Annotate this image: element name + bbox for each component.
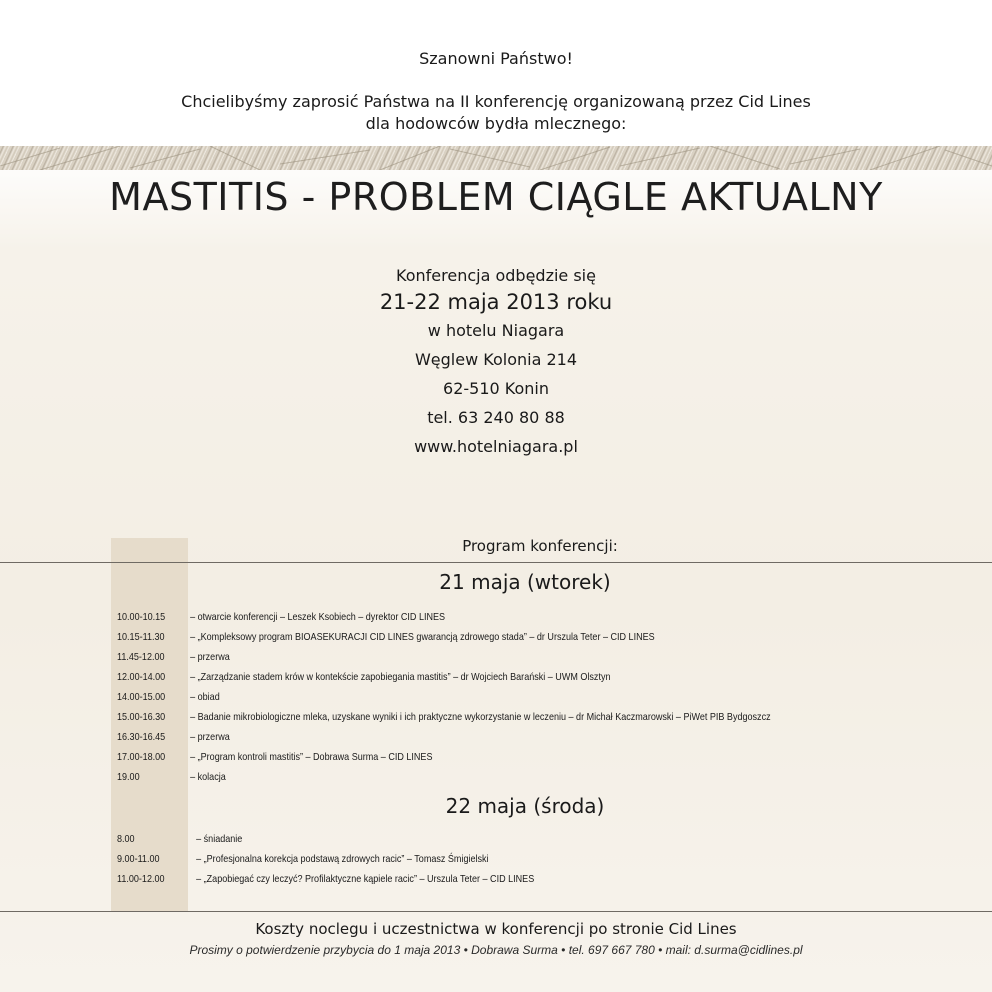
schedule-desc: – otwarcie konferencji – Leszek Ksobiech – dyrektor CID LINES	[190, 611, 446, 623]
schedule-time: 11.00-12.00	[117, 873, 165, 885]
schedule-time: 14.00-15.00	[117, 691, 166, 703]
schedule-desc: – „Profesjonalna korekcja podstawą zdrowych racic” – Tomasz Śmigielski	[196, 853, 489, 865]
schedule-desc: – śniadanie	[196, 833, 243, 845]
program-title: Program konferencji:	[462, 537, 618, 555]
venue-intro: Konferencja odbędzie się	[396, 266, 596, 285]
venue-street: Węglew Kolonia 214	[414, 350, 577, 369]
conference-date: 21-22 maja 2013 roku	[379, 290, 613, 314]
schedule-time: 10.15-11.30	[117, 631, 165, 643]
venue-website[interactable]: www.hotelniagara.pl	[414, 437, 578, 456]
venue-hotel: w hotelu Niagara	[427, 321, 565, 340]
schedule-desc: – Badanie mikrobiologiczne mleka, uzyskane wyniki i ich praktyczne wykorzystanie w leczeniu – dr Michał Kaczmarowski – PiWet PIB Bydgoszcz	[190, 711, 771, 723]
venue-city: 62-510 Konin	[443, 379, 549, 398]
schedule-time: 10.00-10.15	[117, 611, 166, 623]
invitation-line-1: Chcielibyśmy zaprosić Państwa na II konferencję organizowaną przez Cid Lines	[181, 92, 811, 111]
schedule-desc: – kolacja	[190, 771, 226, 783]
invitation-line-2: dla hodowców bydła mlecznego:	[365, 114, 627, 133]
cost-note: Koszty noclegu i uczestnictwa w konferencji po stronie Cid Lines	[255, 920, 737, 938]
schedule-time: 19.00	[117, 771, 140, 783]
day-1-heading: 21 maja (wtorek)	[439, 570, 611, 594]
schedule-time: 8.00	[117, 833, 135, 845]
schedule-desc: – obiad	[190, 691, 220, 703]
schedule-time: 16.30-16.45	[117, 731, 166, 743]
day-2-heading: 22 maja (środa)	[445, 794, 605, 818]
schedule-desc: – „Zapobiegać czy leczyć? Profilaktyczne kąpiele racic” – Urszula Teter – CID LINES	[196, 873, 535, 885]
greeting: Szanowni Państwo!	[419, 49, 573, 68]
schedule-desc: – „Program kontroli mastitis” – Dobrawa Surma – CID LINES	[190, 751, 433, 763]
schedule-desc: – przerwa	[190, 651, 230, 663]
schedule-time: 12.00-14.00	[117, 671, 166, 683]
straw-texture	[0, 146, 992, 170]
schedule-time: 9.00-11.00	[117, 853, 160, 865]
straw-banner	[0, 146, 992, 170]
divider	[0, 911, 992, 912]
schedule-time: 11.45-12.00	[117, 651, 165, 663]
schedule-desc: – „Kompleksowy program BIOASEKURACJI CID LINES gwarancją zdrowego stada” – dr Urszula Teter – CID LINES	[190, 631, 655, 643]
rsvp-note: Prosimy o potwierdzenie przybycia do 1 maja 2013 • Dobrawa Surma • tel. 697 667 780 • mail: d.surma@cidlines.pl	[189, 943, 803, 957]
invitation-text	[0, 91, 992, 135]
schedule-desc: – przerwa	[190, 731, 230, 743]
conference-title: MASTITIS - PROBLEM CIĄGLE AKTUALNY	[109, 175, 883, 219]
divider	[0, 562, 992, 563]
venue-info	[0, 266, 992, 459]
schedule-desc: – „Zarządzanie stadem krów w kontekście zapobiegania mastitis” – dr Wojciech Barański – UWM Olsztyn	[190, 671, 611, 683]
schedule-time: 17.00-18.00	[117, 751, 166, 763]
venue-phone: tel. 63 240 80 88	[427, 408, 565, 427]
schedule-time: 15.00-16.30	[117, 711, 166, 723]
